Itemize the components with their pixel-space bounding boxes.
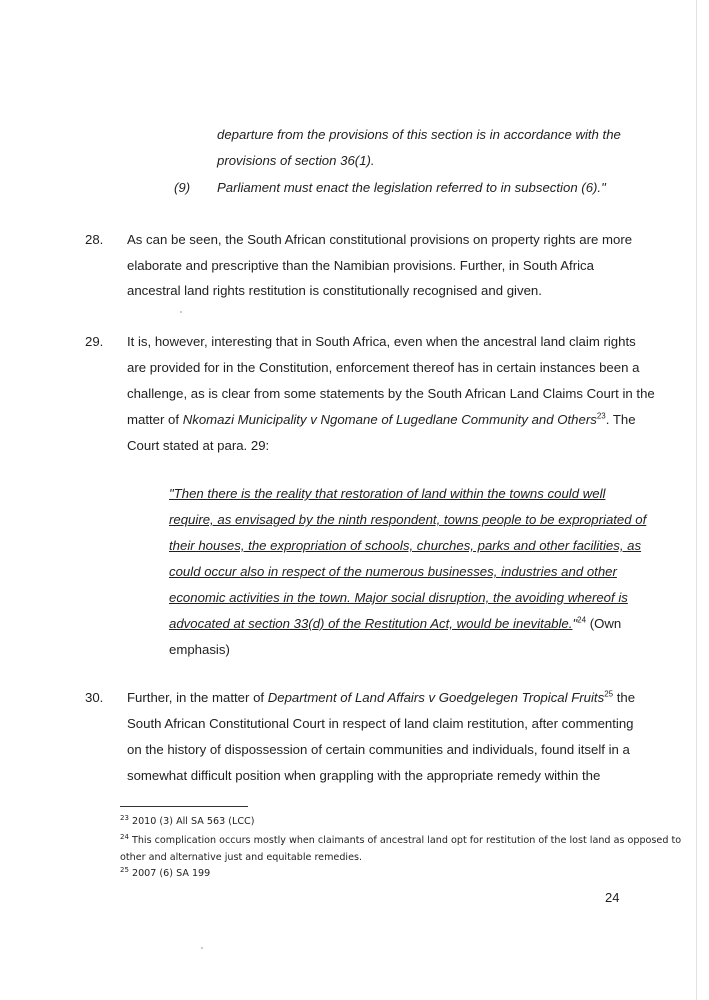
text-run: Further, in the matter of — [127, 690, 268, 705]
text-run: . The — [605, 412, 636, 427]
paragraph-number: 29. — [85, 334, 104, 349]
text-run: the — [613, 690, 636, 705]
paragraph-line: South African Constitutional Court in respect of land claim restitution, after commenting — [127, 716, 634, 731]
block-quote-line: economic activities in the town. Major social disruption, the avoiding whereof is — [169, 590, 628, 605]
text-run: (Own — [586, 616, 622, 631]
subsection-marker: (9) — [174, 180, 191, 195]
paragraph-number: 28. — [85, 232, 104, 247]
paragraph-line: Court stated at para. 29: — [127, 438, 270, 453]
block-quote-line: could occur also in respect of the numerous businesses, industries and other — [169, 564, 617, 579]
paragraph-line: It is, however, interesting that in South Africa, even when the ancestral land claim rights — [127, 334, 636, 349]
scan-edge-line — [696, 0, 697, 1000]
block-quote-line: require, as envisaged by the ninth respondent, towns people to be expropriated of — [169, 512, 647, 527]
paragraph-line: are provided for in the Constitution, enforcement thereof has in certain instances been a — [127, 360, 640, 375]
block-quote-line: emphasis) — [169, 642, 230, 657]
quote-line: Parliament must enact the legislation referred to in subsection (6)." — [217, 180, 606, 195]
footnote-ref: 24 — [577, 615, 587, 625]
block-quote-line — [169, 615, 621, 633]
paragraph-line: challenge, as is clear from some statements by the South African Land Claims Court in the — [127, 386, 655, 401]
paragraph-line: elaborate and prescriptive than the Namibian provisions. Further, in South Africa — [127, 258, 594, 273]
scan-speck — [180, 311, 182, 313]
paragraph-line: As can be seen, the South African constitutional provisions on property rights are more — [127, 232, 633, 247]
footnote-marker: 25 — [120, 865, 129, 874]
quote-text: advocated at section 33(d) of the Restitution Act, would be inevitable. — [169, 616, 573, 631]
footnote — [120, 852, 362, 864]
case-name: Department of Land Affairs v Goedgelegen Tropical Fruits — [267, 690, 605, 705]
footnote — [120, 865, 211, 880]
footnote — [120, 813, 255, 828]
case-name: Nkomazi Municipality v Ngomane of Lugedlane Community and Others — [182, 412, 597, 427]
footnote-ref: 25 — [604, 689, 614, 699]
paragraph-line: ancestral land rights restitution is constitutionally recognised and given. — [127, 283, 542, 298]
footnote-text: 2010 (3) All SA 563 (LCC) — [128, 816, 255, 827]
quote-close: " — [572, 616, 578, 631]
footnote-text: This complication occurs mostly when claimants of ancestral land opt for restitution of the lost land as opposed to — [128, 835, 682, 846]
scan-speck — [201, 947, 203, 949]
footnote-separator — [120, 806, 248, 807]
footnote — [120, 832, 682, 847]
paragraph-line: somewhat difficult position when grappling with the appropriate remedy within the — [127, 768, 601, 783]
footnote-text: other and alternative just and equitable remedies. — [120, 852, 363, 863]
quote-line: departure from the provisions of this section is in accordance with the — [217, 127, 621, 142]
footnote-text: 2007 (6) SA 199 — [128, 868, 211, 879]
paragraph-line — [127, 689, 635, 707]
quote-line: provisions of section 36(1). — [217, 153, 375, 168]
block-quote-line: "Then there is the reality that restoration of land within the towns could well — [169, 486, 606, 501]
footnote-marker: 23 — [120, 813, 129, 822]
paragraph-line — [127, 411, 636, 429]
page-number: 24 — [605, 890, 620, 905]
text-run: matter of — [127, 412, 183, 427]
paragraph-number: 30. — [85, 690, 104, 705]
paragraph-line: on the history of dispossession of certain communities and individuals, found itself in a — [127, 742, 630, 757]
footnote-ref: 23 — [596, 411, 606, 421]
footnote-marker: 24 — [120, 832, 129, 841]
block-quote-line: their houses, the expropriation of schools, churches, parks and other facilities, as — [169, 538, 642, 553]
